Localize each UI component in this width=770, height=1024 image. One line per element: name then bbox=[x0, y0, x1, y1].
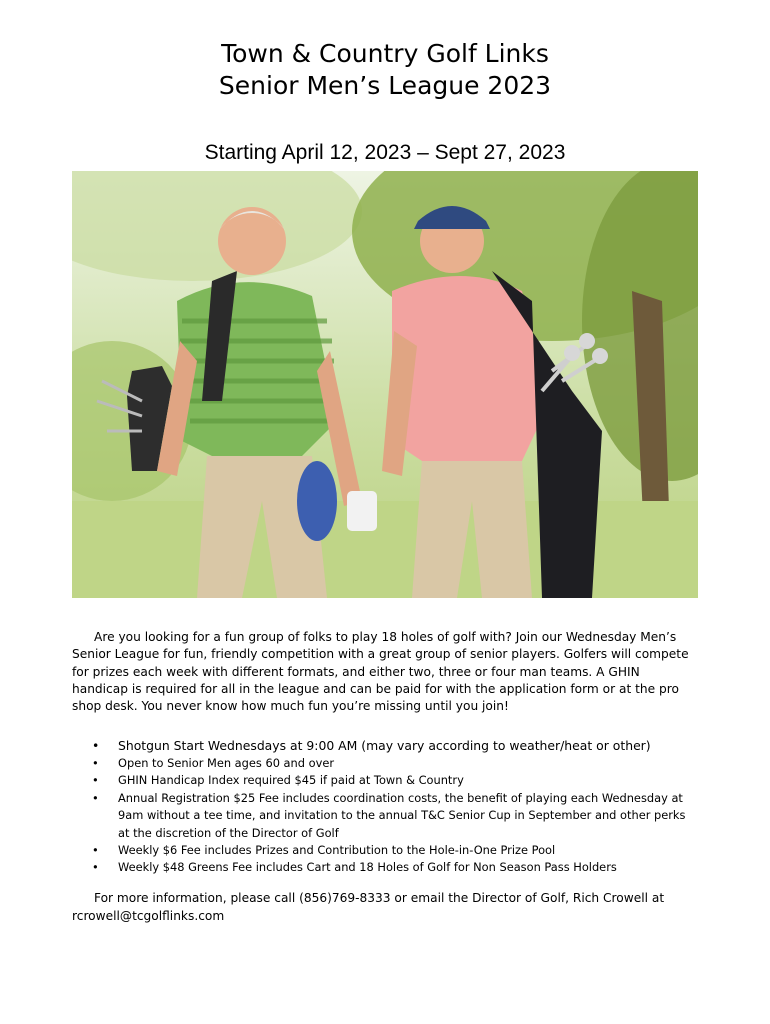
title-line-1: Town & Country Golf Links bbox=[221, 39, 549, 68]
bullet-icon: • bbox=[92, 738, 100, 753]
league-dates: Starting April 12, 2023 – Sept 27, 2023 bbox=[204, 141, 566, 164]
list-item bbox=[72, 755, 698, 772]
contact-paragraph: For more information, please call (856)769-8333 or email the Director of Golf, Rich Crowell at rcrowell@tcgolflinks.com bbox=[72, 891, 665, 923]
intro-paragraph: Are you looking for a fun group of folks to play 18 holes of golf with? Join our Wednesday Men’s Senior League for fun, friendly competition with a great group of senior players. Golfers will compete for prizes each week with different formats, and either two, three or four man teams. A GHIN handicap is required for all in the league and can be paid for with the application form or at the pro shop desk. You never know how much fun you’re missing until you join! bbox=[72, 630, 689, 714]
bullet-icon: • bbox=[92, 860, 99, 875]
league-details-list bbox=[72, 736, 698, 877]
bullet-text: Weekly $48 Greens Fee includes Cart and 18 Holes of Golf for Non Season Pass Holders bbox=[118, 860, 617, 875]
bullet-text: Annual Registration $25 Fee includes coordination costs, the benefit of playing each Wednesday at 9am without a tee time, and invitation to the annual T&C Senior Cup in September and other perks at the discretion of the Director of Golf bbox=[118, 790, 686, 840]
list-item bbox=[72, 859, 698, 876]
bullet-text: Shotgun Start Wednesdays at 9:00 AM (may vary according to weather/heat or other) bbox=[118, 738, 651, 753]
list-item bbox=[72, 790, 698, 842]
bullet-icon: • bbox=[92, 843, 99, 858]
list-item bbox=[72, 772, 698, 789]
bullet-icon: • bbox=[92, 773, 99, 788]
list-item bbox=[72, 736, 698, 755]
golfers-photo bbox=[72, 171, 698, 598]
page-title bbox=[0, 38, 770, 102]
list-item bbox=[72, 842, 698, 859]
title-line-2: Senior Men’s League 2023 bbox=[218, 71, 552, 100]
bullet-text: GHIN Handicap Index required $45 if paid at Town & Country bbox=[118, 773, 464, 788]
bullet-icon: • bbox=[92, 756, 99, 770]
bullet-icon: • bbox=[92, 790, 99, 805]
bullet-text: Weekly $6 Fee includes Prizes and Contribution to the Hole-in-One Prize Pool bbox=[118, 843, 556, 858]
bullet-text: Open to Senior Men ages 60 and over bbox=[118, 756, 335, 770]
